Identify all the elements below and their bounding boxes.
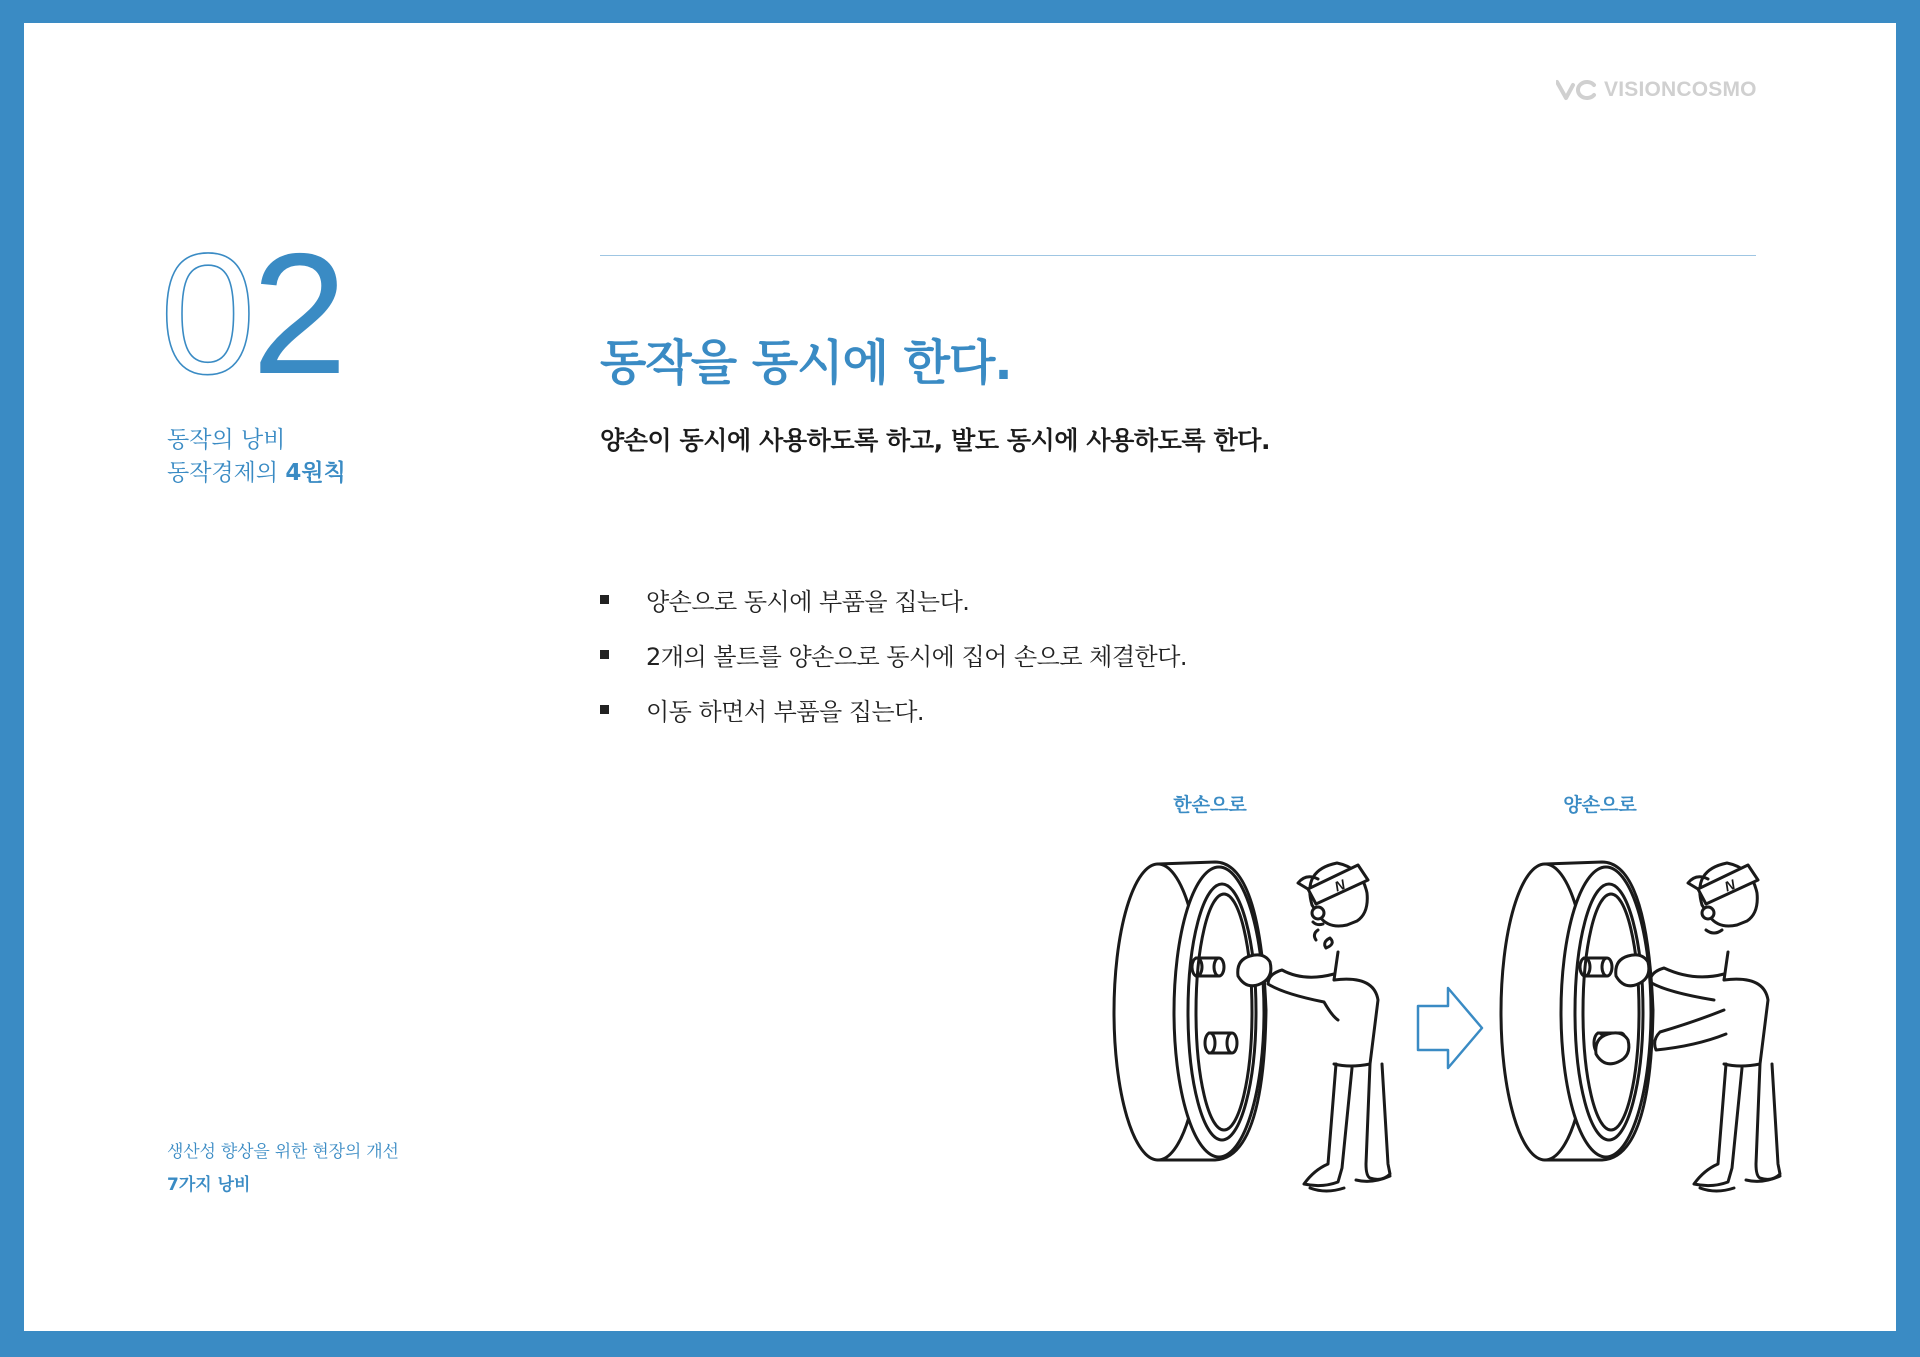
tire-icon: [1114, 862, 1266, 1160]
page-headline: 동작을 동시에 한다.: [600, 335, 1012, 391]
right-arrow-outline-icon: [1418, 988, 1482, 1068]
section-title-line2-bold: 4원칙: [285, 460, 346, 486]
section-title-line2-prefix: 동작경제의: [167, 460, 286, 486]
page-subheadline: 양손이 동시에 사용하도록 하고, 발도 동시에 사용하도록 한다.: [600, 426, 1271, 455]
footer-subtitle: 생산성 향상을 위한 현장의 개선: [167, 1142, 399, 1162]
after-illustration: [1501, 862, 1780, 1191]
before-caption: 한손으로: [1173, 794, 1247, 816]
list-item-text: 이동 하면서 부품을 집는다.: [646, 698, 925, 726]
section-number-outline-digit: 0: [160, 218, 252, 410]
cap-letter-after: N: [1722, 876, 1738, 895]
brand-logo-text: VISIONCOSMO: [1604, 78, 1757, 101]
before-illustration: [1114, 862, 1390, 1191]
section-title-line1: 동작의 낭비: [167, 427, 286, 453]
footer-title: 7가지 낭비: [167, 1175, 251, 1195]
section-number-solid-digit: 2: [251, 218, 344, 410]
after-caption: 양손으로: [1563, 794, 1637, 816]
list-item-text: 양손으로 동시에 부품을 집는다.: [646, 588, 970, 616]
tire-icon: [1501, 862, 1653, 1160]
cap-letter-before: N: [1332, 876, 1348, 895]
list-item-text: 2개의 볼트를 양손으로 동시에 집어 손으로 체결한다.: [646, 643, 1188, 671]
